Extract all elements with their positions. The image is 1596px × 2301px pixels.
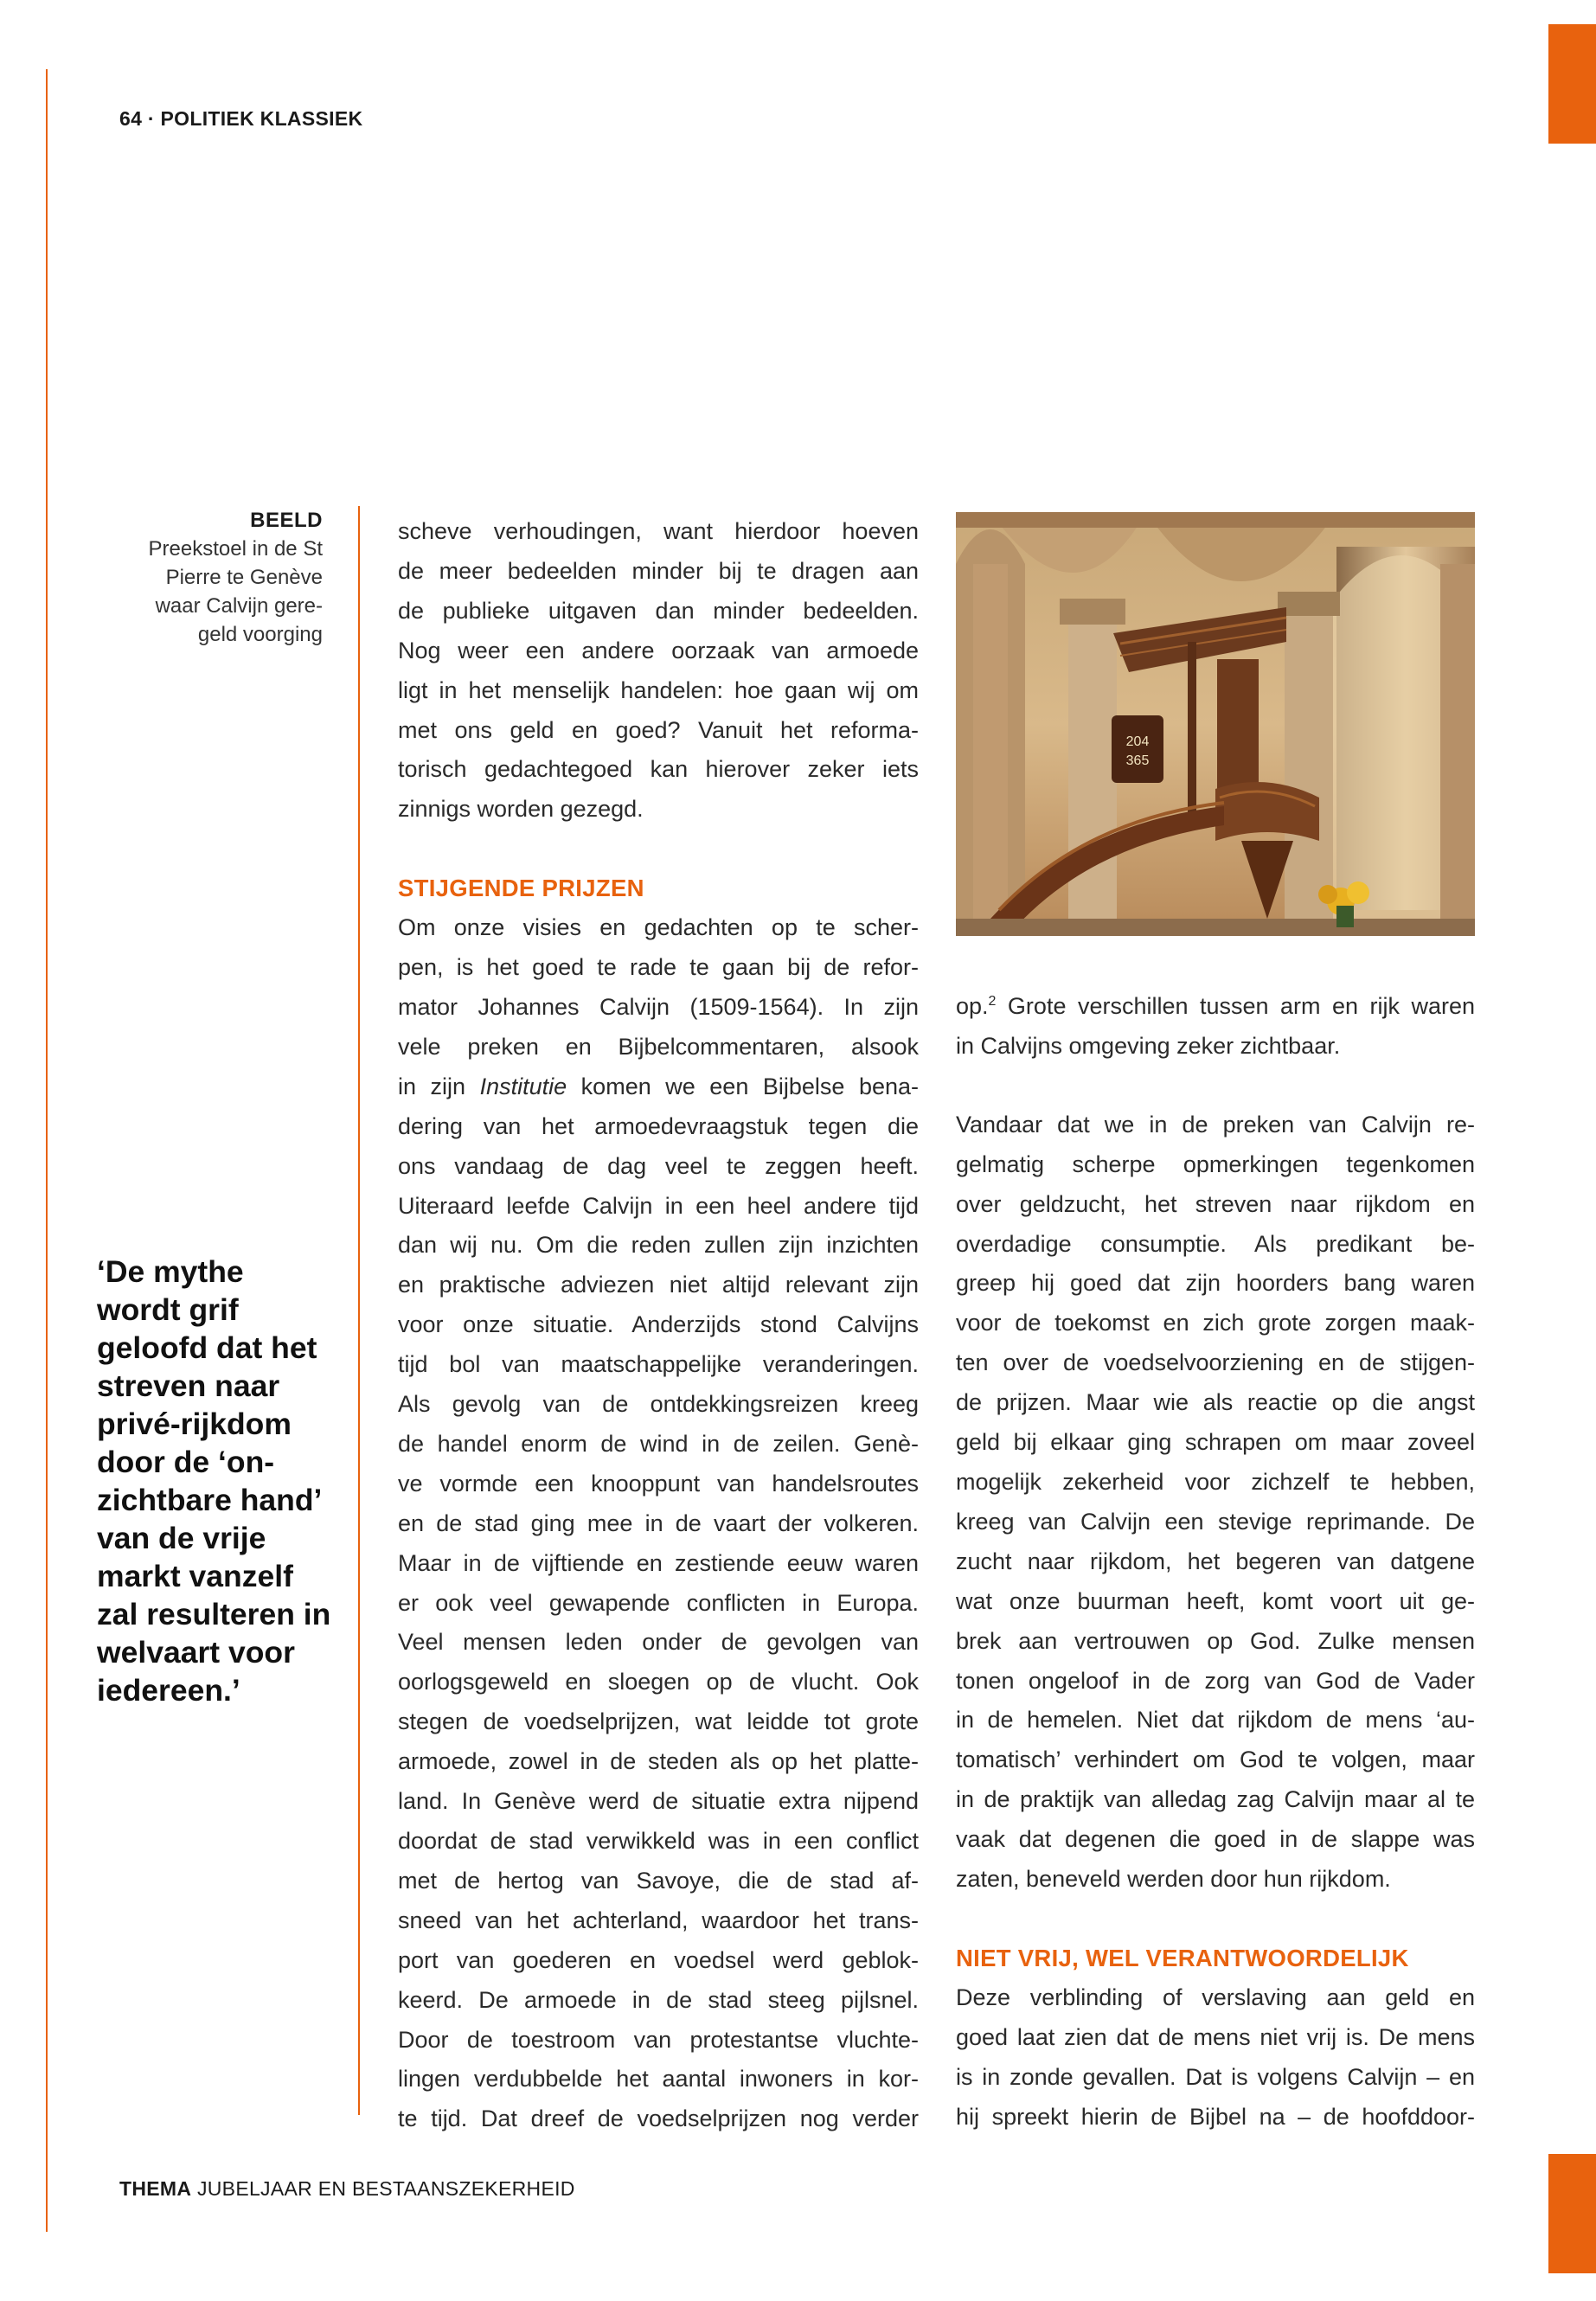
heading-stijgende-prijzen: STIJGENDE PRIJZEN [398,875,644,902]
text-line: vele preken en Bijbelcommentaren, alsook [398,1033,919,1060]
quote-line: wordt grif [97,1292,239,1327]
text-line: zucht naar rijkdom, het begeren van datgene [956,1548,1475,1574]
text-line: tomatisch’ verhindert om God te volgen, maar [956,1747,1475,1773]
text-line: wat onze buurman heeft, komt voort uit ge- [956,1587,1475,1614]
heading-niet-vrij: NIET VRIJ, WEL VERANTWOORDELIJK [956,1944,1409,1971]
text-line: mator Johannes Calvijn (1509-1564). In zijn [398,993,919,1020]
column-1 [398,512,919,2139]
text-line: Als gevolg van de ontdekkingsreizen kreeg [398,1391,919,1418]
text-line: Uiteraard leefde Calvijn in een heel andere tijd [398,1192,919,1219]
quote-line: zichtbare hand’ [97,1483,323,1517]
text-line: over geldzucht, het streven naar rijkdom en [956,1190,1475,1217]
pull-quote [97,1253,348,1709]
orange-tab-top [1548,24,1596,144]
svg-text:365: 365 [1125,753,1150,768]
text-line: hij spreekt hierin de Bijbel na – de hoofddoor- [956,2103,1475,2130]
text-line: Nog weer een andere oorzaak van armoede [398,637,919,663]
text-line: in de hemelen. Niet dat rijkdom de mens ‘au- [956,1707,1475,1734]
text-line: zaten, beneveld werden door hun rijkdom. [956,1866,1391,1893]
text-line: te tijd. Dat dreef de voedselprijzen nog verder [398,2106,919,2132]
column-rule [358,506,360,2115]
text-line: port van goederen en voedsel werd geblok- [398,1946,919,1973]
text-line: met de hertog van Savoye, die de stad af- [398,1867,919,1894]
caption-line: Preekstoel in de St [148,537,323,561]
quote-line: ‘De mythe [97,1254,244,1289]
text-line: de prijzen. Maar wie als reactie op die angst [956,1389,1475,1416]
text-line: dering van het armoedevraagstuk tegen die [398,1112,919,1139]
text-line: keerd. De armoede in de stad steeg pijlsnel. [398,1986,919,2013]
quote-line: geloofd dat het [97,1330,317,1365]
text-line: tonen ongeloof in de zorg van God de Vader [956,1667,1475,1694]
text-line: er ook veel gewapende conflicten in Europa. [398,1589,919,1616]
left-margin-rule [46,69,48,2232]
text-line: ligt in het menselijk handelen: hoe gaan wij om [398,676,919,703]
text-line: brek aan vertrouwen op God. Zulke mensen [956,1627,1475,1654]
text-line: overdadige consumptie. Als predikant be- [956,1230,1475,1257]
text-line: zinnigs worden gezegd. [398,796,644,823]
paragraph-2 [956,1106,1475,1900]
text-line: de meer bedeelden minder bij te dragen aan [398,557,919,584]
text-line: Maar in de vijftiende en zestiende eeuw waren [398,1549,919,1576]
caption-line: Pierre te Genève [165,566,323,589]
text-line: goed laat zien dat de mens niet vrij is. De mens [956,2023,1475,2050]
text-line: doordat de stad verwikkeld was in een conflict [398,1828,919,1854]
text-line: in de praktijk van alledag zag Calvijn maar al te [956,1786,1475,1813]
text-line: geld bij elkaar ging schrapen om maar zoveel [956,1429,1475,1456]
text-line: voor de toekomst en zich grote zorgen maak- [956,1310,1475,1336]
caption-title: BEELD [250,509,323,532]
text-line: vaak dat degenen die goed in de slappe was [956,1826,1475,1853]
caption-line: geld voorging [197,623,323,646]
text-line: oorlogsgeweld en sloegen op de vlucht. Ook [398,1669,919,1695]
text-line: met ons geld en goed? Vanuit het reforma- [398,716,919,743]
column-2 [956,987,1475,2137]
text-line: armoede, zowel in de steden als op het platte- [398,1748,919,1775]
intro-paragraph [398,512,919,830]
quote-line: streven naar [97,1368,280,1403]
pulpit-illustration [956,512,1475,936]
quote-line: markt vanzelf [97,1559,293,1593]
photo-caption [104,506,323,649]
institutie-line: in zijn Institutie komen we een Bijbelse bena- [398,1073,920,1099]
text-line: en de stad ging mee in de vaart der volkeren. [398,1509,919,1536]
text-line: dan wij nu. Om die reden zullen zijn inzichten [398,1232,919,1259]
footnote-marker[interactable]: 2 [988,994,997,1009]
svg-text:204: 204 [1125,734,1150,749]
text-line: voor onze situatie. Anderzijds stond Calvijns [398,1311,919,1338]
quote-line: zal resulteren in [97,1597,331,1631]
pulpit-photo [956,512,1475,936]
quote-line: van de vrije [97,1521,266,1555]
text-line: is in zonde gevallen. Dat is volgens Calvijn – en [956,2063,1475,2090]
text-line: scheve verhoudingen, want hierdoor hoeven [398,518,919,544]
text-line: stegen de voedselprijzen, wat leidde tot grote [398,1708,919,1735]
text-line: Vandaar dat we in de preken van Calvijn re- [956,1111,1475,1138]
text-line: pen, is het goed te rade te gaan bij de refor- [398,954,919,981]
orange-tab-bottom [1548,2154,1596,2273]
text-line: mogelijk zekerheid voor zichzelf te hebben, [956,1468,1475,1495]
paragraph-3 [956,1978,1475,2138]
text-line: gelmatig scherpe opmerkingen tegenkomen [956,1150,1475,1177]
text-line: kreeg van Calvijn een stevige reprimande. De [956,1508,1475,1535]
text-line: tijd bol van maatschappelijke veranderingen. [398,1351,919,1378]
running-header: 64 · POLITIEK KLASSIEK [119,107,363,130]
text-line: ten over de voedselvoorziening en de stijgen- [956,1349,1475,1376]
text-line: ve vormde een knooppunt van handelsroutes [398,1470,919,1497]
text-line: ons vandaag de dag veel te zeggen heeft. [398,1152,919,1179]
text-line: de publieke uitgaven dan minder bedeelden. [398,597,919,624]
text-line: greep hij goed dat zijn hoorders bang waren [956,1270,1475,1297]
text-line: de handel enorm de wind in de zeilen. Genè- [398,1430,919,1457]
caption-line: waar Calvijn gere- [155,594,323,618]
quote-line: iedereen.’ [97,1673,240,1708]
text-line: Door de toestroom van protestantse vluchte- [398,2026,919,2053]
footnote-line: op.$^2$ Grote verschillen tussen arm en rijk waren [956,993,1475,1019]
text-line: en praktische adviezen niet altijd relevant zijn [398,1272,919,1298]
text-line: lingen verdubbelde het aantal inwoners in kor- [398,2066,919,2093]
text-line: in Calvijns omgeving zeker zichtbaar. [956,1032,1341,1059]
quote-line: door de ‘on- [97,1445,275,1479]
text-line: Om onze visies en gedachten op te scher- [398,914,919,941]
caption-text [104,535,323,649]
body-paragraph [398,908,919,2139]
text-line: Deze verblinding of verslaving aan geld en [956,1984,1475,2010]
text-line: land. In Genève werd de situatie extra nijpend [398,1788,919,1815]
paragraph-1 [956,987,1475,1067]
text-line: torisch gedachtegoed kan hierover zeker iets [398,756,919,783]
hymn-board [1112,715,1163,783]
quote-line: welvaart voor [97,1635,295,1670]
running-footer: THEMA JUBELJAAR EN BESTAANSZEKERHEID [119,2177,575,2200]
quote-line: privé-rijkdom [97,1407,292,1441]
text-line: sneed van het achterland, waardoor het trans- [398,1907,919,1933]
text-line: Veel mensen leden onder de gevolgen van [398,1629,919,1656]
